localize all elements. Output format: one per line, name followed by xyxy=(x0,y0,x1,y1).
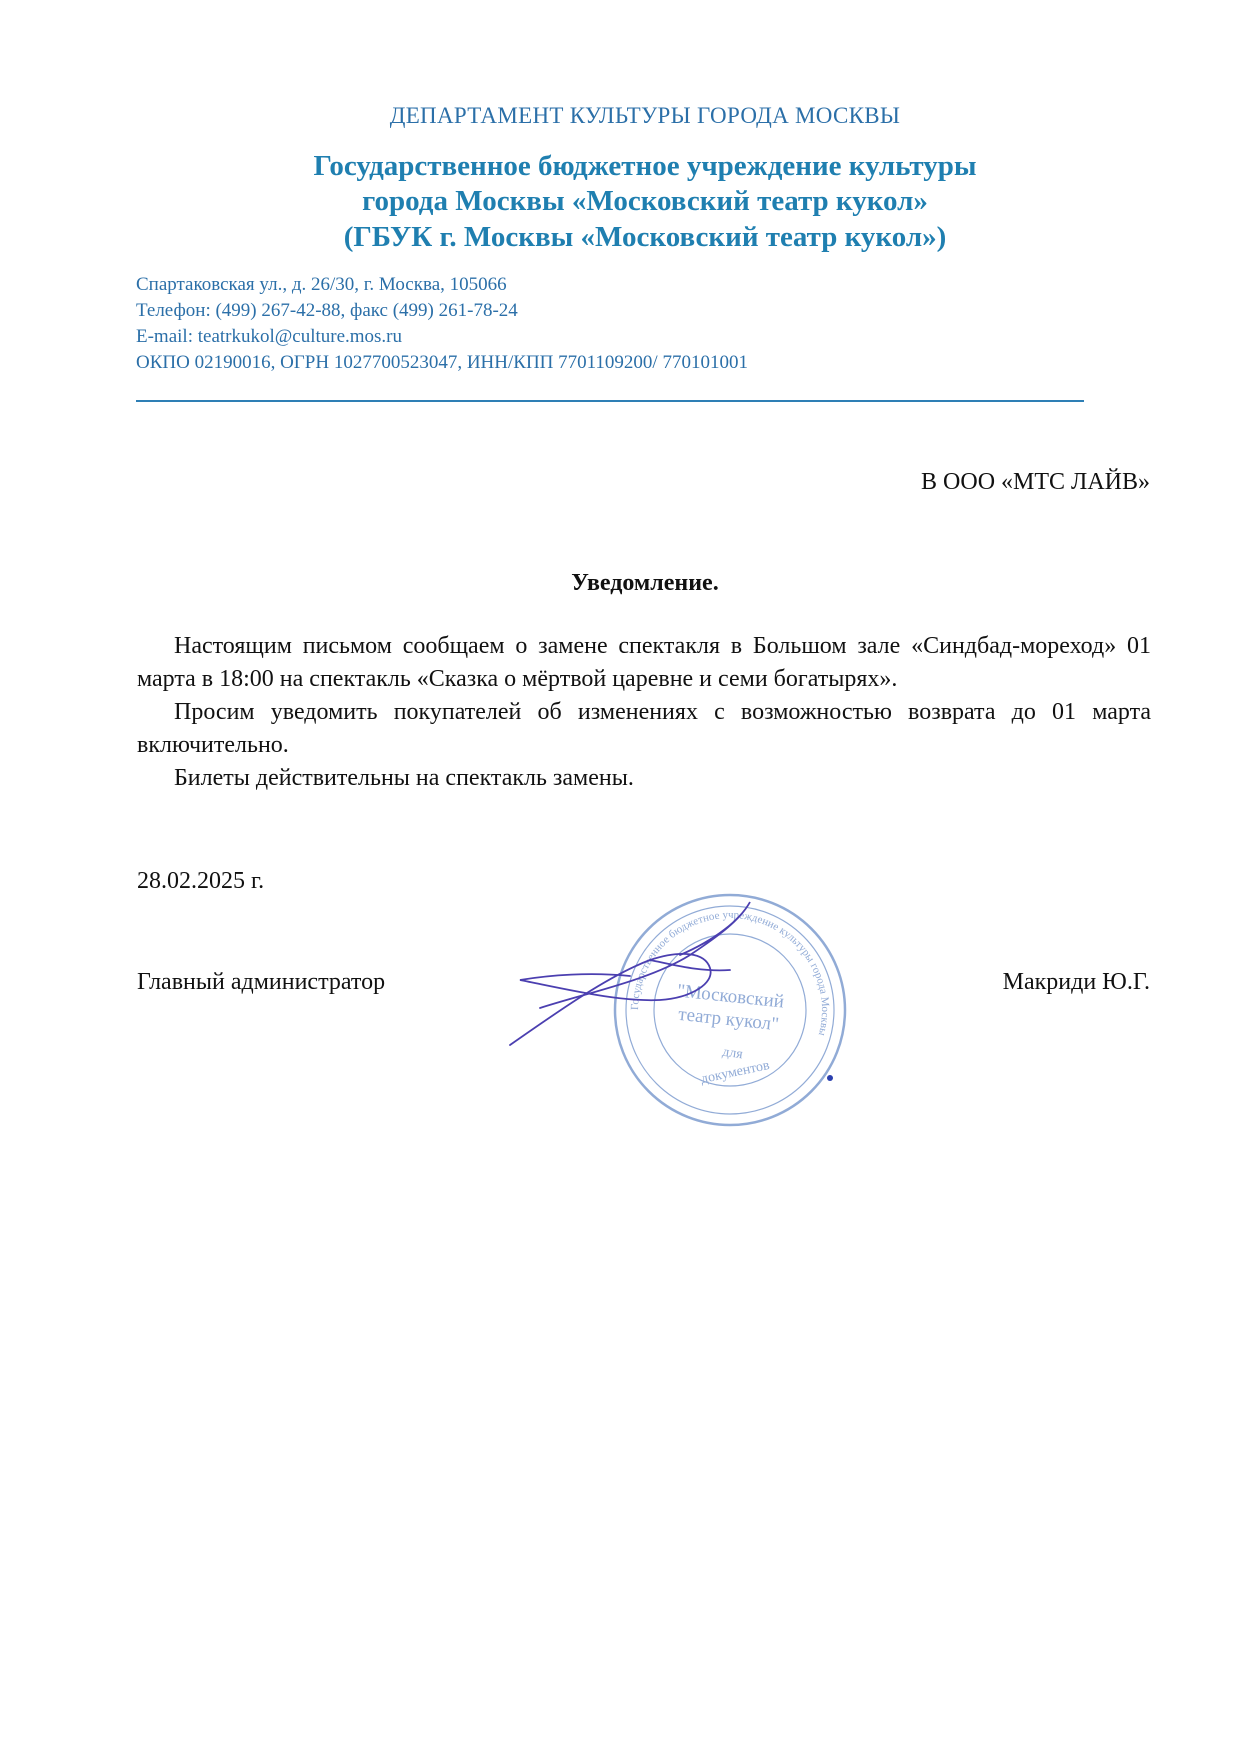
organization-name-line-2: города Москвы «Московский театр кукол» xyxy=(362,185,928,217)
organization-phone: Телефон: (499) 267-42-88, факс (499) 261-78-24 xyxy=(136,300,518,321)
seal-text-line-2: театр кукол" xyxy=(677,1003,780,1036)
organization-name-line-3: (ГБУК г. Москвы «Московский театр кукол») xyxy=(343,221,947,253)
document-title: Уведомление. xyxy=(571,570,719,596)
body-paragraph-1: Настоящим письмом сообщаем о замене спектакля в Большом зале «Синдбад-мореход» 01 марта в 18:00 на спектакль «Сказка о мёртвой царевне и семи богатырях». xyxy=(137,633,1151,692)
organization-codes: ОКПО 02190016, ОГРН 1027700523047, ИНН/КПП 7701109200/ 770101001 xyxy=(136,352,748,373)
seal-text-line-4: документов xyxy=(699,1057,771,1088)
body-paragraph-3: Билеты действительны на спектакль замены. xyxy=(174,765,634,791)
organization-name-line-1: Государственное бюджетное учреждение культуры xyxy=(313,150,977,182)
seal-ring-text: Государственное бюджетное учреждение культуры города Москвы xyxy=(628,908,832,1037)
seal-text-line-3: для xyxy=(721,1044,744,1063)
document-date: 28.02.2025 г. xyxy=(137,868,265,894)
body-paragraph-2: Просим уведомить покупателей об изменениях с возможностью возврата до 01 марта включительно. xyxy=(137,699,1151,758)
organization-email: E-mail: teatrkukol@culture.mos.ru xyxy=(136,326,403,347)
seal-text-line-1: "Московский xyxy=(676,980,785,1013)
addressee: В ООО «МТС ЛАЙВ» xyxy=(921,469,1150,495)
letter-body xyxy=(137,630,1151,795)
round-seal xyxy=(615,895,845,1125)
ink-dot xyxy=(827,1075,833,1081)
signatory-name: Макриди Ю.Г. xyxy=(1002,969,1150,995)
signatory-position: Главный администратор xyxy=(137,969,386,995)
organization-address: Спартаковская ул., д. 26/30, г. Москва, 105066 xyxy=(136,274,507,295)
department-name: ДЕПАРТАМЕНТ КУЛЬТУРЫ ГОРОДА МОСКВЫ xyxy=(389,103,901,128)
letterhead-divider xyxy=(136,400,1084,402)
seal-and-signature xyxy=(500,880,860,1160)
